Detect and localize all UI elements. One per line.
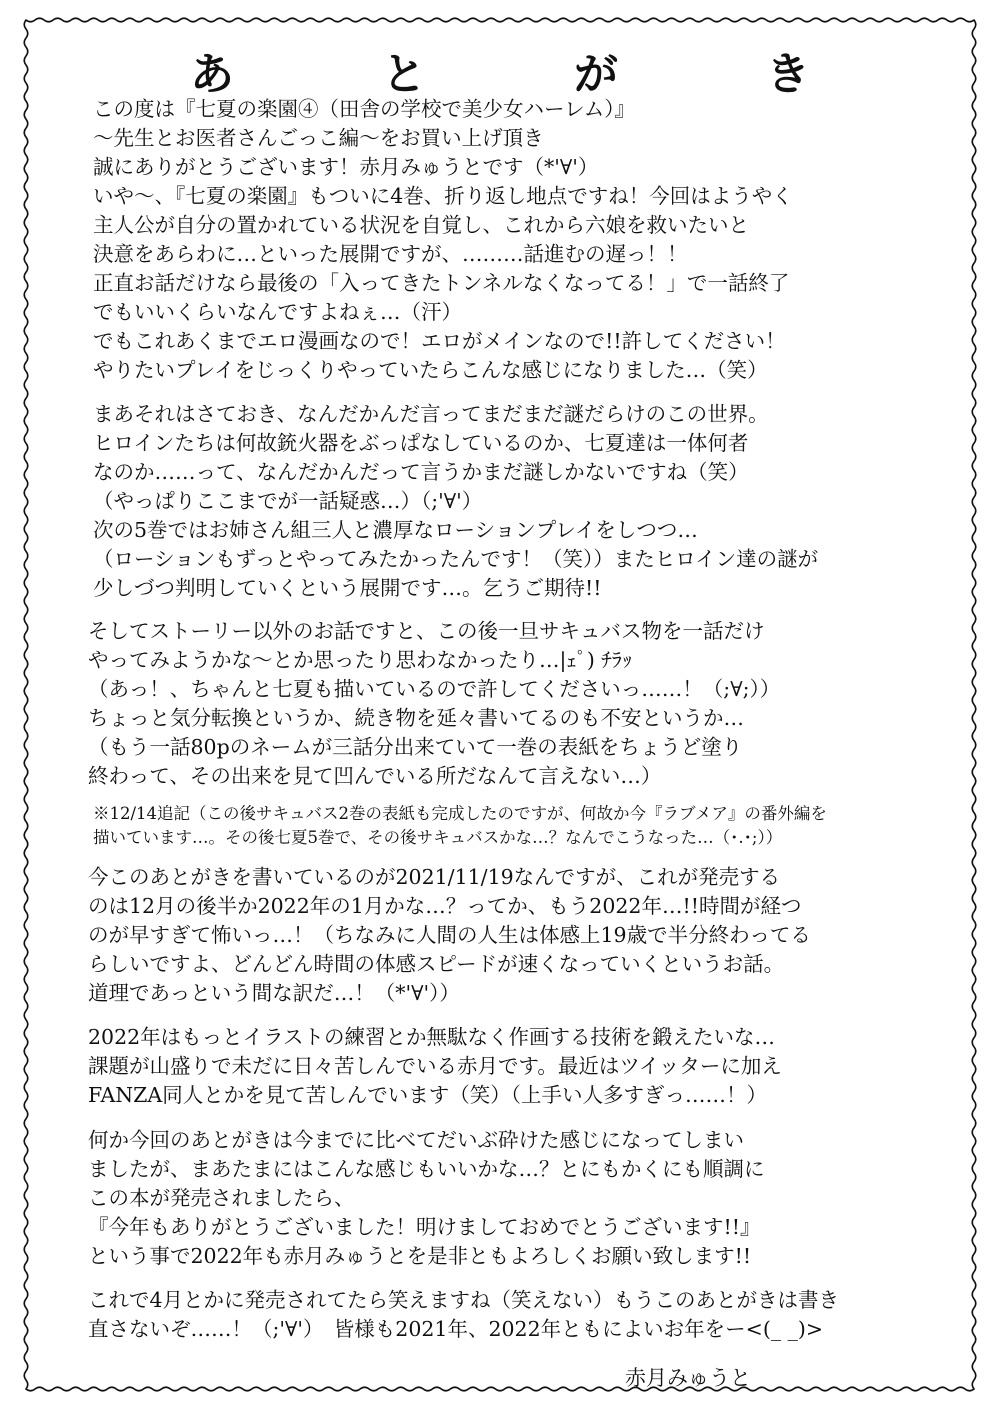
- text-line: これで4月とかに発売されてたら笑えますね（笑えない）もうこのあとがきは書き: [88, 1288, 840, 1312]
- postscript-line: 描いています…。その後七夏5巻で、その後サキュバスかな…？なんでこうなった…（･.･;））: [93, 828, 783, 847]
- text-line: そしてストーリー以外のお話ですと、この後一旦サキュバス物を一話だけ: [88, 619, 765, 643]
- text-line: やってみようかな～とか思ったり思わなかったり…|ｪﾟ) ﾁﾗｯ: [88, 648, 633, 672]
- author-signature: 赤月みゅうと: [625, 1366, 751, 1390]
- text-line: 何か今回のあとがきは今までに比べてだいぶ砕けた感じになってしまい: [88, 1128, 744, 1152]
- text-line: 終わって、その出来を見て凹んでいる所だなんて言えない…）: [88, 764, 662, 788]
- text-line: 次の5巻ではお姉さん組三人と濃厚なローションプレイをしつつ…: [93, 518, 698, 542]
- text-line: 少しづつ判明していくという展開です…。乞うご期待!!: [93, 576, 602, 600]
- text-line: この度は『七夏の楽園④（田舎の学校で美少女ハーレム）』: [93, 97, 636, 121]
- text-line: 決意をあらわに…といった展開ですが、………話進むの遅っ！！: [93, 242, 688, 266]
- title-char: あ: [190, 49, 234, 100]
- text-line: いや～、『七夏の楽園』もついに4巻、折り返し地点ですね！今回はようやく: [93, 184, 793, 208]
- text-line: （もう一話80pのネームが三話分出来ていて一巻の表紙をちょうど塗り: [88, 735, 743, 759]
- title-char: が: [574, 49, 618, 100]
- text-line: （やっぱりここまでが一話疑惑…）（;'∀'）: [93, 489, 483, 513]
- text-line: 今このあとがきを書いているのが2021/11/19なんですが、これが発売する: [88, 865, 781, 889]
- text-line: 正直お話だけなら最後の「入ってきたトンネルなくなってる！」で一話終了: [93, 271, 790, 295]
- text-line: 2022年はもっとイラストの練習とか無駄なく作画する技術を鍛えたいな…: [88, 1025, 776, 1049]
- page-title: [190, 38, 810, 102]
- text-line: ましたが、まあたまにはこんな感じもいいかな…？とにもかくにも順調に: [88, 1157, 765, 1181]
- text-line: のが早すぎて怖いっ…！（ちなみに人間の人生は体感上19歳で半分終わってる: [88, 923, 811, 947]
- text-line: らしいですよ、どんどん時間の体感スピードが速くなっていくというお話。: [88, 952, 785, 976]
- text-line: FANZA同人とかを見て苦しんでいます（笑）（上手い人多すぎっ……！）: [88, 1083, 767, 1107]
- text-line: でもいいくらいなんですよねぇ…（汗）: [93, 300, 462, 324]
- text-line: 『今年もありがとうございました！明けましておめでとうございます!!』: [88, 1215, 761, 1239]
- text-line: 直さないぞ……！（;'∀'） 皆様も2021年、2022年ともによいお年をー<(_ _)>: [88, 1317, 824, 1341]
- text-line: この本が発売されましたら、: [88, 1186, 355, 1210]
- text-line: やりたいプレイをじっくりやっていたらこんな感じになりました…（笑）: [93, 358, 768, 382]
- text-line: ～先生とお医者さんごっこ編～をお買い上げ頂き: [93, 126, 544, 150]
- text-line: でもこれあくまでエロ漫画なので！エロがメインなので!!許してください！: [93, 329, 786, 353]
- text-line: 課題が山盛りで未だに日々苦しんでいる赤月です。最近はツイッターに加え: [88, 1054, 782, 1078]
- text-line: なのか……って、なんだかんだって言うかまだ謎しかないですね（笑）: [93, 460, 749, 484]
- text-line: という事で2022年も赤月みゅうとを是非ともよろしくお願い致します!!: [88, 1244, 752, 1268]
- text-line: ヒロインたちは何故銃火器をぶっぱなしているのか、七夏達は一体何者: [93, 431, 749, 455]
- text-line: 主人公が自分の置かれている状況を自覚し、これから六娘を救いたいと: [93, 213, 749, 237]
- text-line: 誠にありがとうございます！赤月みゅうとです（*'∀'）: [93, 155, 599, 179]
- text-line: （ローションもずっとやってみたかったんです！（笑））またヒロイン達の謎が: [93, 547, 819, 571]
- text-line: ちょっと気分転換というか、続き物を延々書いてるのも不安というか…: [88, 706, 744, 730]
- text-line: （あっ！、ちゃんと七夏も描いているので許してくださいっ……！（;∀;））: [88, 677, 781, 701]
- text-line: 道理であっという間な訳だ…！（*'∀'））: [88, 981, 460, 1005]
- title-char: き: [766, 49, 810, 100]
- title-char: と: [382, 49, 426, 100]
- text-line: のは12月の後半か2022年の1月かな…？ってか、もう2022年…!!時間が経つ: [88, 894, 802, 918]
- text-line: まあそれはさておき、なんだかんだ言ってまだまだ謎だらけのこの世界。: [93, 402, 769, 426]
- postscript-line: ※12/14追記（この後サキュバス2巻の表紙も完成したのですが、何故か今『ラブメア』の番外編を: [93, 804, 827, 823]
